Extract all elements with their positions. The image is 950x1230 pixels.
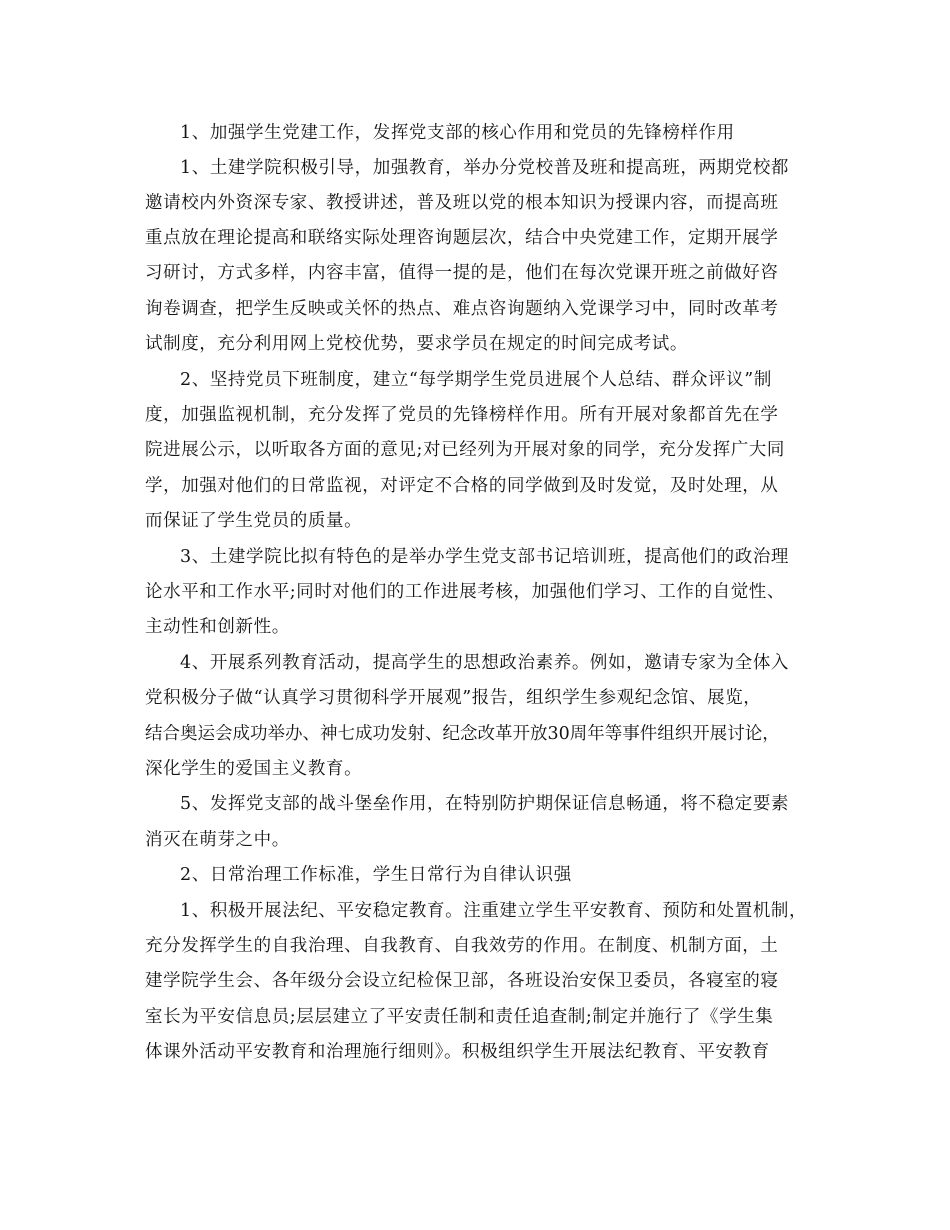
paragraph-line: 院进展公示，以听取各方面的意见;对已经列为开展对象的同学，充分发挥广大同 (145, 440, 785, 460)
paragraph-line: 度，加强监视机制，充分发挥了党员的先锋榜样作用。所有开展对象都首先在学 (145, 405, 779, 425)
paragraph-line: 消灭在萌芽之中。 (145, 830, 290, 850)
paragraph-line: 建学院学生会、各年级分会设立纪检保卫部，各班设治安保卫委员，各寝室的寝 (145, 971, 779, 991)
paragraph-line: 4、开展系列教育活动，提高学生的思想政治素养。例如，邀请专家为全体入 (180, 653, 790, 673)
paragraph-line: 3、土建学院比拟有特色的是举办学生党支部书记培训班，提高他们的政治理 (180, 547, 790, 567)
paragraph-line: 邀请校内外资深专家、教授讲述，普及班以党的根本知识为授课内容，而提高班 (145, 193, 779, 213)
paragraph-line: 询卷调查，把学生反映或关怀的热点、难点咨询题纳入党课学习中，同时改革考 (145, 299, 779, 319)
paragraph-line: 结合奥运会成功举办、神七成功发射、纪念改革开放30周年等事件组织开展讨论， (145, 724, 780, 744)
paragraph-line: 5、发挥党支部的战斗堡垒作用，在特别防护期保证信息畅通，将不稳定要素 (180, 794, 790, 814)
paragraph-line: 主动性和创新性。 (145, 617, 290, 637)
paragraph-line: 而保证了学生党员的质量。 (145, 511, 363, 531)
paragraph-line: 试制度，充分利用网上党校优势，要求学员在规定的时间完成考试。 (145, 334, 688, 354)
paragraph-line: 2、坚持党员下班制度，建立“每学期学生党员进展个人总结、群众评议”制 (180, 370, 772, 390)
paragraph-line: 学，加强对他们的日常监视，对评定不合格的同学做到及时发觉，及时处理，从 (145, 476, 779, 496)
paragraph-line: 1、积极开展法纪、平安稳定教育。注重建立学生平安教育、预防和处置机制， (180, 901, 808, 921)
paragraph-line: 论水平和工作水平;同时对他们的工作进展考核，加强他们学习、工作的自觉性、 (145, 582, 785, 602)
paragraph-line: 体课外活动平安教育和治理施行细则》。积极组织学生开展法纪教育、平安教育 (145, 1042, 770, 1062)
heading-line: 1、加强学生党建工作，发挥党支部的核心作用和党员的先锋榜样作用 (180, 123, 735, 143)
paragraph-line: 党积极分子做“认真学习贯彻科学开展观”报告，组织学生参观纪念馆、展览， (145, 688, 762, 708)
paragraph-line: 室长为平安信息员;层层建立了平安责任制和责任追查制;制定并施行了《学生集 (145, 1007, 774, 1027)
paragraph-line: 习研讨，方式多样，内容丰富，值得一提的是，他们在每次党课开班之前做好咨 (145, 263, 779, 283)
paragraph-line: 深化学生的爱国主义教育。 (145, 759, 363, 779)
paragraph-line: 充分发挥学生的自我治理、自我教育、自我效劳的作用。在制度、机制方面，土 (145, 936, 779, 956)
paragraph-line: 重点放在理论提高和联络实际处理咨询题层次，结合中央党建工作，定期开展学 (145, 228, 779, 248)
heading-line: 2、日常治理工作标准，学生日常行为自律认识强 (180, 865, 572, 885)
paragraph-line: 1、土建学院积极引导，加强教育，举办分党校普及班和提高班，两期党校都 (180, 158, 790, 178)
